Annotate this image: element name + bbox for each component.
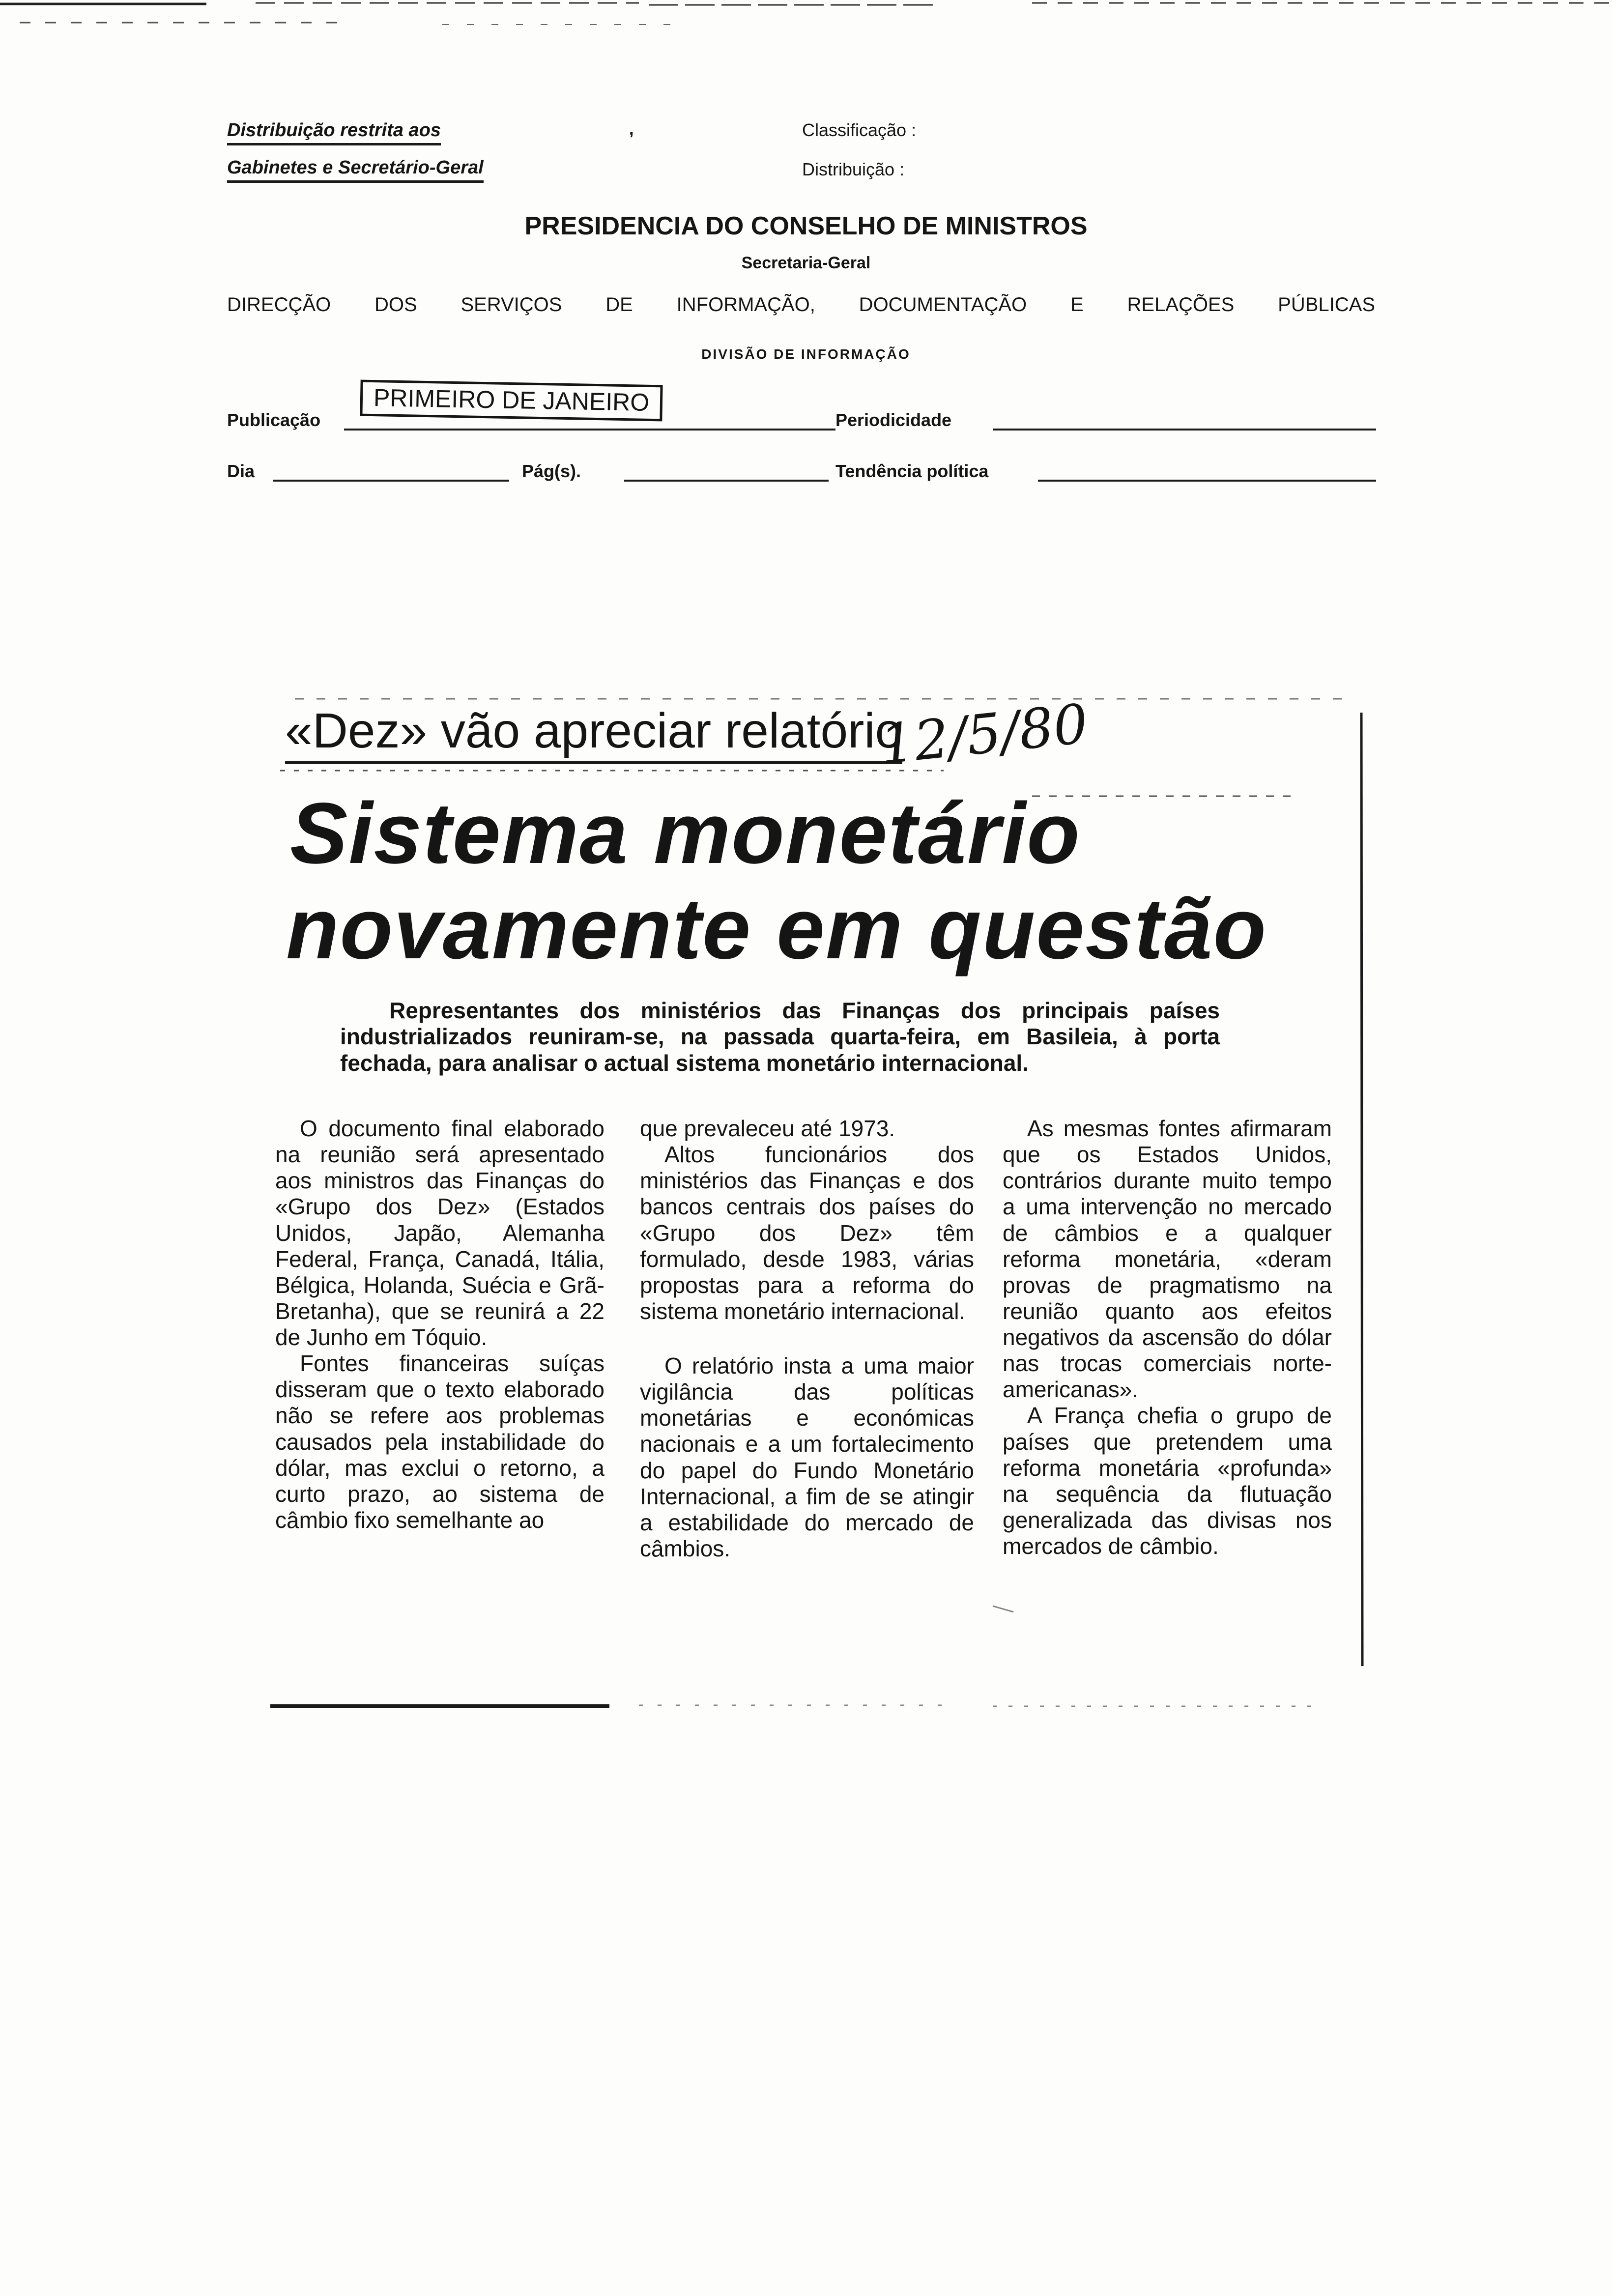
secretariat-title: Secretaria-Geral (741, 254, 871, 272)
col2-paragraph-2: O relatório insta a uma maior vigilância das políticas monetárias e económicas nacionais e a um fortalecimento do papel do Fundo Monetário Internacional, a fim de se atingir a estabilidade do mercado de câmbios. (640, 1353, 974, 1561)
column-1 (275, 1116, 604, 1533)
col2-paragraph-0: que prevaleceu até 1973. (640, 1116, 895, 1141)
col1-paragraph-2: Fontes financeiras suíças disseram que o texto elaborado não se refere aos problemas causados pela instabilidade do dólar, mas exclui o retorno, a curto prazo, ao sistema de câmbio fixo semelhante ao (275, 1350, 604, 1533)
handwritten-date: 12/5/80 (877, 692, 1091, 776)
distribution-label: Distribuição : (802, 159, 905, 179)
col3-paragraph-1: As mesmas fontes afirmaram que os Estados Unidos, contrários durante muito tempo a uma intervenção no mercado de câmbios e a qualquer reforma monetária, «deram provas de pragmatismo na reunião quanto aos efeitos negativos da ascensão do dólar nas trocas comerciais norte-americanas». (1003, 1116, 1332, 1403)
day-line (273, 480, 509, 482)
day-label: Dia (227, 461, 255, 481)
pages-label: Pág(s). (522, 461, 581, 481)
political-line (1038, 480, 1376, 482)
article-kicker: «Dez» vão apreciar relatório (285, 703, 902, 764)
column-3 (1003, 1116, 1332, 1559)
col2-paragraph-1: Altos funcionários dos ministérios das Finanças e dos bancos centrais dos países do «Grupo dos Dez» têm formulado, desde 1983, várias propostas para a reforma do sistema monetário internacional. (640, 1142, 974, 1324)
classification-label: Classificação : (802, 120, 917, 140)
comma-mark: , (629, 120, 634, 139)
headline-line-1: Sistema monetário (290, 785, 1081, 882)
headline-line-2: novamente em questão (286, 881, 1267, 977)
publication-stamp: PRIMEIRO DE JANEIRO (360, 380, 662, 422)
article-lead: Representantes dos ministérios das Finanças dos principais países industrializados reuniram-se, na passada quarta-feira, em Basileia, à porta fechada, para analisar o actual sistema monetário internacional. (340, 998, 1220, 1076)
column-2 (640, 1116, 974, 1562)
directorate-title: DIRECÇÃO DOS SERVIÇOS DE INFORMAÇÃO, DOCUMENTAÇÃO E RELAÇÕES PÚBLICAS (227, 294, 1375, 316)
periodicity-label: Periodicidade (835, 410, 952, 430)
pages-line (624, 480, 829, 482)
institution-title: PRESIDENCIA DO CONSELHO DE MINISTROS (524, 212, 1088, 240)
restriction-line-2: Gabinetes e Secretário-Geral (227, 157, 484, 183)
col3-paragraph-2: A França chefia o grupo de países que pretendem uma reforma monetária «profunda» na sequência da flutuação generalizada das divisas nos mercados de câmbio. (1003, 1403, 1332, 1559)
scan-noise (0, 0, 1612, 34)
political-label: Tendência política (835, 461, 989, 481)
publication-line (344, 429, 835, 430)
restriction-line-1: Distribuição restrita aos (227, 120, 441, 145)
division-title: DIVISÃO DE INFORMAÇÃO (701, 346, 911, 362)
newspaper-clipping (265, 683, 1371, 1725)
col1-paragraph-1: O documento final elaborado na reunião será apresentado aos ministros das Finanças do «Grupo dos Dez» (Estados Unidos, Japão, Alemanha Federal, França, Canadá, Itália, Bélgica, Holanda, Suécia e Grã-Bretanha), que se reunirá a 22 de Junho em Tóquio. (275, 1116, 604, 1350)
periodicity-line (993, 429, 1376, 430)
publication-label: Publicação (227, 410, 321, 430)
